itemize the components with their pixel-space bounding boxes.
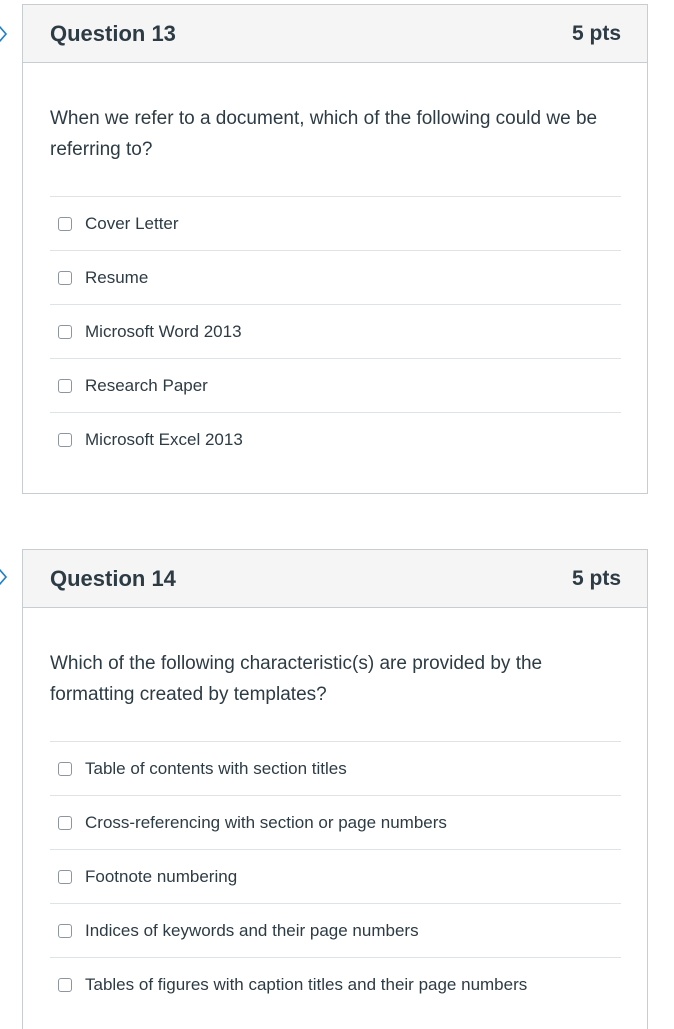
checkbox-unchecked-icon[interactable] (58, 217, 72, 231)
answer-label[interactable]: Table of contents with section titles (85, 758, 347, 778)
checkbox-unchecked-icon[interactable] (58, 325, 72, 339)
checkbox-unchecked-icon[interactable] (58, 379, 72, 393)
question-text: When we refer to a document, which of the following could we be referring to? (50, 108, 598, 160)
question-title: Question 14 (50, 565, 176, 591)
answer-option[interactable] (50, 904, 621, 958)
answer-label[interactable]: Research Paper (85, 375, 208, 395)
question-title: Question 13 (50, 20, 176, 46)
answer-label[interactable]: Microsoft Excel 2013 (85, 430, 243, 449)
answer-list (50, 196, 621, 467)
question-body (23, 608, 647, 1012)
answer-option[interactable] (50, 850, 621, 904)
question-header (23, 550, 647, 608)
answer-option[interactable] (50, 251, 621, 305)
checkbox-unchecked-icon[interactable] (58, 978, 72, 992)
answer-label[interactable]: Indices of keywords and their page numbers (85, 920, 419, 940)
checkbox-unchecked-icon[interactable] (58, 271, 72, 285)
answer-option[interactable] (50, 359, 621, 413)
flag-question-icon[interactable] (0, 24, 10, 44)
answer-label[interactable]: Microsoft Word 2013 (85, 321, 242, 341)
checkbox-unchecked-icon[interactable] (58, 924, 72, 938)
answer-label[interactable]: Tables of figures with caption titles and their page numbers (85, 975, 528, 994)
answer-option[interactable] (50, 796, 621, 850)
answer-label[interactable]: Cover Letter (85, 213, 179, 233)
answer-label[interactable]: Footnote numbering (85, 866, 238, 886)
question-text: Which of the following characteristic(s) are provided by the formatting created by templates? (50, 653, 543, 705)
question-14 (22, 549, 648, 1029)
checkbox-unchecked-icon[interactable] (58, 433, 72, 447)
question-body (23, 63, 647, 467)
question-header (23, 5, 647, 63)
checkbox-unchecked-icon[interactable] (58, 870, 72, 884)
answer-option[interactable] (50, 305, 621, 359)
question-points: 5 pts (571, 21, 621, 45)
answer-label[interactable]: Resume (85, 267, 149, 287)
question-13 (22, 4, 648, 494)
answer-option[interactable] (50, 413, 621, 467)
answer-label[interactable]: Cross-referencing with section or page numbers (85, 812, 447, 832)
answer-option[interactable] (50, 742, 621, 796)
question-points: 5 pts (571, 566, 621, 590)
checkbox-unchecked-icon[interactable] (58, 816, 72, 830)
checkbox-unchecked-icon[interactable] (58, 762, 72, 776)
answer-list (50, 741, 621, 1012)
answer-option[interactable] (50, 958, 621, 1012)
flag-question-icon[interactable] (0, 567, 10, 587)
answer-option[interactable] (50, 197, 621, 251)
